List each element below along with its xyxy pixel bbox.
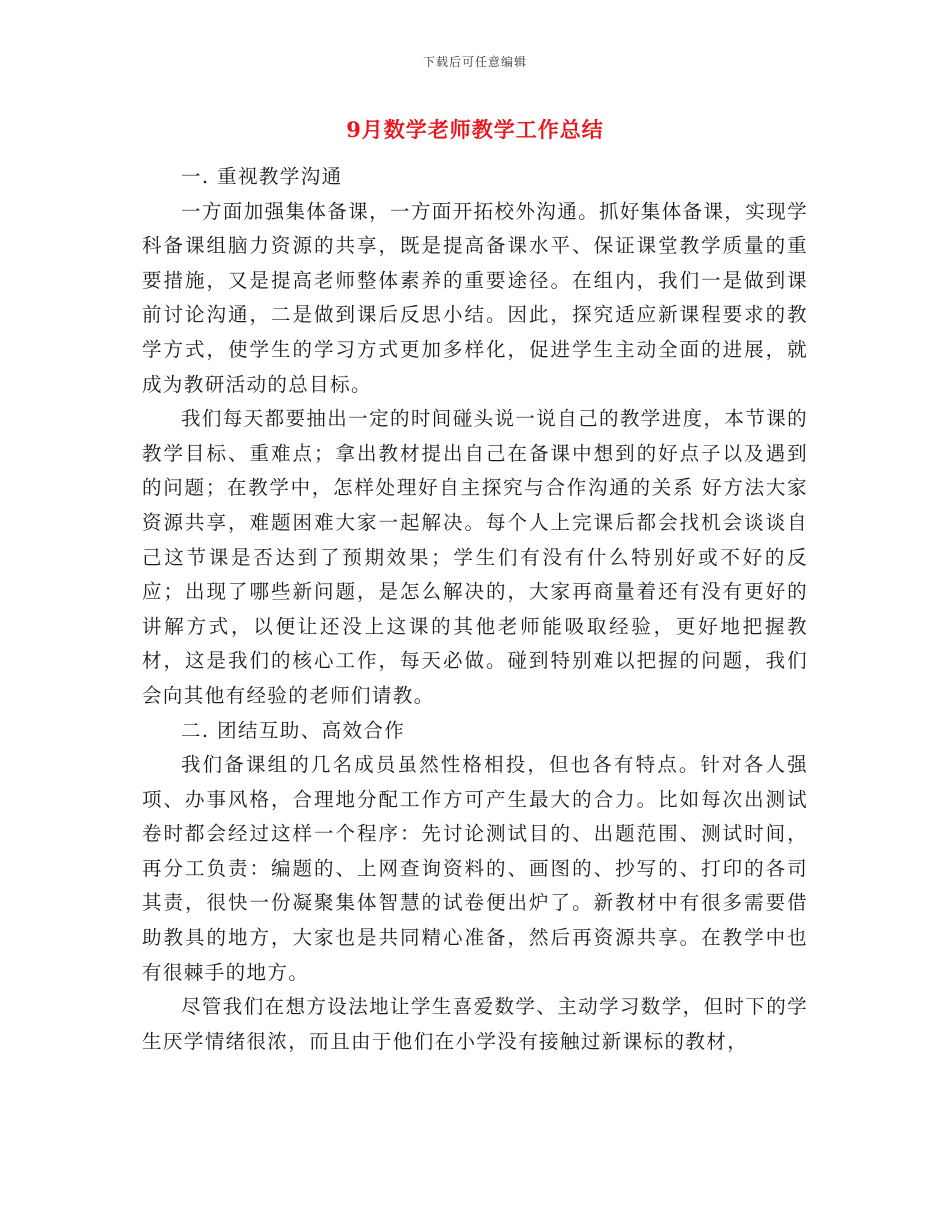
section-heading-1: 一. 重视教学沟通 xyxy=(181,165,343,188)
section-heading-2: 二. 团结互助、高效合作 xyxy=(181,718,406,742)
paragraph-1: 一方面加强集体备课，一方面开拓校外沟通。抓好集体备课，实现学科备课组脑力资源的共享，既是提高备课水平、保证课堂教学质量的重要措施，又是提高老师整体素养的重要途径。在组内，我们一是做到课前讨论沟通，二是做到课后反思小结。因此，探究适应新课程要求的教学方式，使学生的学习方式更加多样化，促进学生主动全面的进展，就成为教研活动的总目标。 xyxy=(142,199,809,396)
document-title: 9月数学老师教学工作总结 xyxy=(346,117,604,142)
document-body xyxy=(142,160,808,1059)
paragraph-3: 我们备课组的几名成员虽然性格相投，但也各有特点。针对各人强项、办事风格，合理地分配工作方可产生最大的合力。比如每次出测试卷时都会经过这样一个程序：先讨论测试目的、出题范围、测试时间，再分工负责：编题的、上网查询资料的、画图的、抄写的、打印的各司其责，很快一份凝聚集体智慧的试卷便出炉了。新教材中有很多需要借助教具的地方，大家也是共同精心准备，然后再资源共享。在教学中也有很棘手的地方。 xyxy=(142,753,808,984)
paragraph-2: 我们每天都要抽出一定的时间碰头说一说自己的教学进度，本节课的教学目标、重难点；拿出教材提出自己在备课中想到的好点子以及遇到的问题；在教学中，怎样处理好自主探究与合作沟通的关系 好方法大家资源共享，难题困难大家一起解决。每个人上完课后都会找机会谈谈自己这节课是否达到了预期效果；学生们有没有什么特别好或不好的反应；出现了哪些新问题，是怎么解决的，大家再商量着还有没有更好的讲解方式，以便让还没上这课的其他老师能吸取经验，更好地把握教材，这是我们的核心工作，每天必做。碰到特别难以把握的问题，我们会向其他有经验的老师们请教。 xyxy=(142,407,809,707)
paragraph-4: 尽管我们在想方设法地让学生喜爱数学、主动学习数学，但时下的学生厌学情绪很浓，而且由于他们在小学没有接触过新课标的教材， xyxy=(142,995,809,1053)
header-note: 下载后可任意编辑 xyxy=(422,55,527,69)
